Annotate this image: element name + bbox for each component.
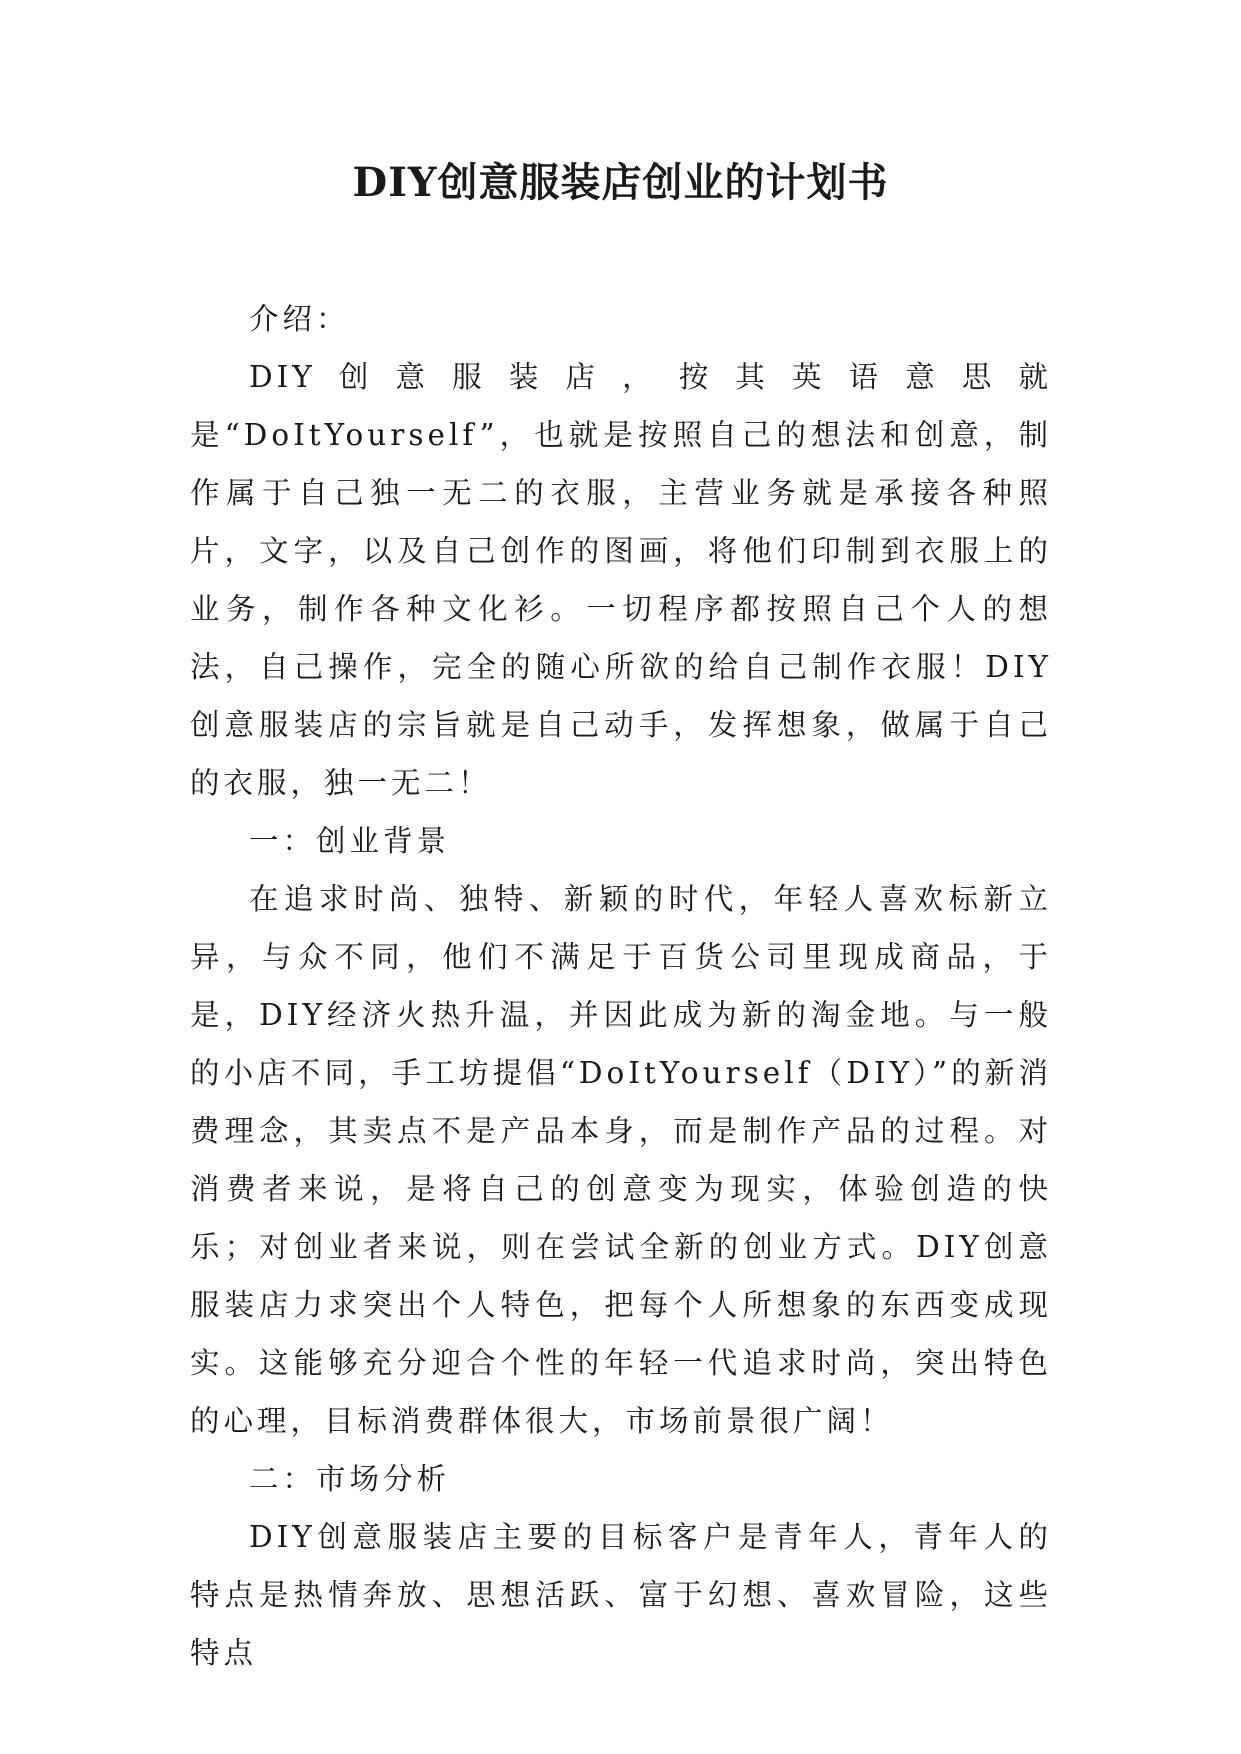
paragraph-background-text: 在追求时尚、独特、新颖的时代，年轻人喜欢标新立异，与众不同，他们不满足于百货公司里现成商品，于是，DIY经济火热升温，并因此成为新的淘金地。与一般的小店不同，手工坊提倡“DoItYourself（DIY）”的新消费理念，其卖点不是产品本身，而是制作产品的过程。对消费者来说，是将自己的创意变为现实，体验创造的快乐；对创业者来说，则在尝试全新的创业方式。DIY创意服装店力求突出个人特色，把每个人所想象的东西变成现实。这能够充分迎合个性的年轻一代追求时尚，突出特色的心理，目标消费群体很大，市场前景很广阔！ [190, 882, 1052, 1438]
paragraph-market-analysis-text: DIY创意服装店主要的目标客户是青年人，青年人的特点是热情奔放、思想活跃、富于幻想、喜欢冒险，这些特点 [190, 1520, 1052, 1670]
document-body [190, 290, 1052, 1682]
paragraph-intro-heading: 介绍： [249, 302, 350, 336]
section-heading-background: 一：创业背景 [249, 824, 451, 858]
section-heading-market-analysis: 二：市场分析 [249, 1462, 451, 1496]
document-title: DIY创意服装店创业的计划书 [352, 159, 889, 206]
paragraph-intro-text: DIY创意服装店，按其英语意思就是“DoItYourself”，也就是按照自己的想法和创意，制作属于自己独一无二的衣服，主营业务就是承接各种照片，文字，以及自己创作的图画，将他们印制到衣服上的业务，制作各种文化衫。一切程序都按照自己个人的想法，自己操作，完全的随心所欲的给自己制作衣服！DIY创意服装店的宗旨就是自己动手，发挥想象，做属于自己的衣服，独一无二！ [190, 360, 1052, 800]
